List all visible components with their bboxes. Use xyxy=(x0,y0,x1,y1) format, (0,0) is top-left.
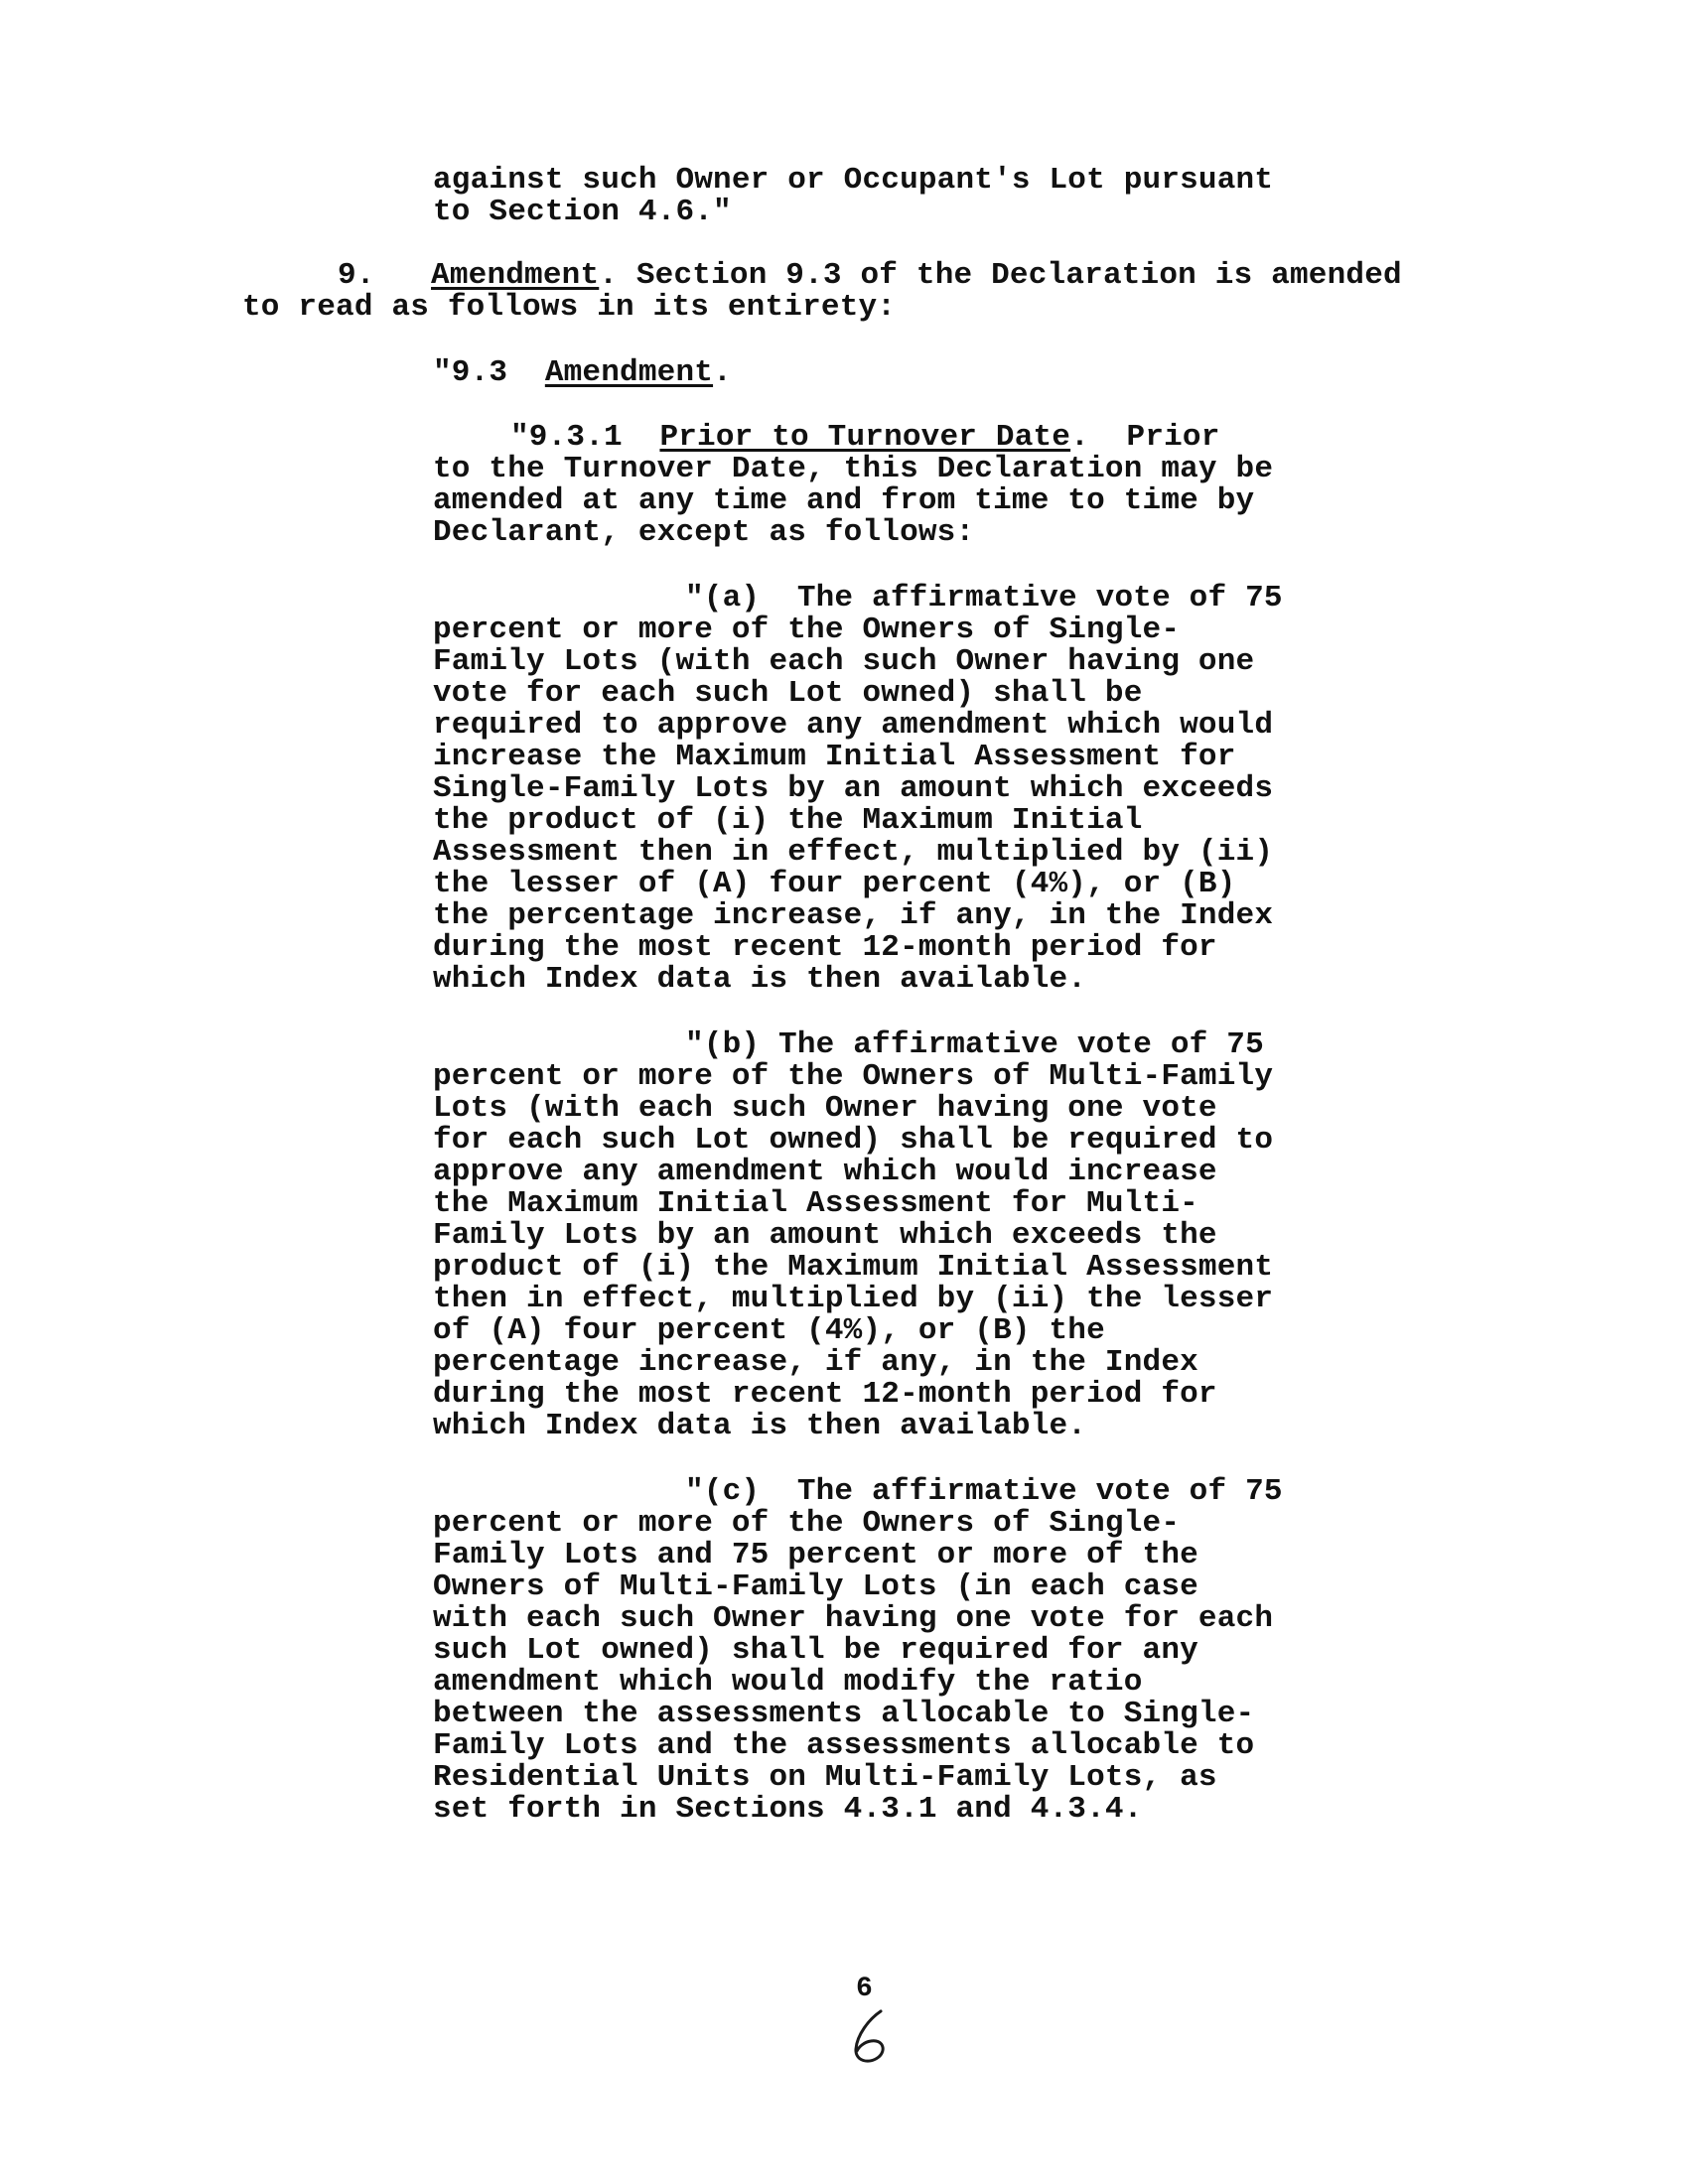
para-b-line: for each such Lot owned) shall be required to xyxy=(433,1123,1274,1158)
section-9-3-1-line: to the Turnover Date, this Declaration may be xyxy=(433,452,1274,486)
para-b-line: the Maximum Initial Assessment for Multi- xyxy=(433,1186,1198,1221)
para-a-line: required to approve any amendment which would xyxy=(433,708,1274,743)
para-c-line: Residential Units on Multi-Family Lots, as xyxy=(433,1760,1217,1795)
section-9-number: 9. xyxy=(338,258,375,293)
para-b-line: Family Lots by an amount which exceeds the xyxy=(433,1218,1217,1253)
para-b-line: of (A) four percent (4%), or (B) the xyxy=(433,1313,1105,1348)
section-9-3-1-line-1-rest: . Prior xyxy=(1070,420,1220,455)
section-9-3-suffix: . xyxy=(713,355,732,390)
section-9-line-1 xyxy=(338,260,1402,293)
section-9-line-1-rest: . Section 9.3 of the Declaration is amended xyxy=(599,258,1402,293)
section-9-3-1-heading: Prior to Turnover Date xyxy=(659,420,1071,455)
para-a-first-line: "(a) The affirmative vote of 75 xyxy=(685,581,1283,615)
para-b-line: during the most recent 12-month period for xyxy=(433,1377,1217,1412)
para-c-line: with each such Owner having one vote for each xyxy=(433,1601,1274,1636)
section-9-3-prefix: "9.3 xyxy=(433,355,545,390)
para-c-line: set forth in Sections 4.3.1 and 4.3.4. xyxy=(433,1792,1143,1827)
section-9-3-heading: Amendment xyxy=(544,355,714,390)
para-c-line: Owners of Multi-Family Lots (in each case xyxy=(433,1570,1198,1604)
para-a-line: the lesser of (A) four percent (4%), or (B) xyxy=(433,867,1236,901)
para-b-line: approve any amendment which would increase xyxy=(433,1155,1217,1189)
intro-line-1: against such Owner or Occupant's Lot pursuant xyxy=(433,163,1274,198)
section-9-line-2: to read as follows in its entirety: xyxy=(242,290,897,325)
para-a-line: increase the Maximum Initial Assessment for xyxy=(433,740,1236,774)
para-a-line: percent or more of the Owners of Single- xyxy=(433,613,1181,647)
para-c-line: amendment which would modify the ratio xyxy=(433,1665,1143,1700)
para-c-line: percent or more of the Owners of Single- xyxy=(433,1506,1181,1541)
para-a-line: Family Lots (with each such Owner having one xyxy=(433,644,1255,679)
para-b-line: percent or more of the Owners of Multi-Family xyxy=(433,1059,1274,1094)
para-c-line: Family Lots and 75 percent or more of the xyxy=(433,1538,1198,1572)
para-b-line: Lots (with each such Owner having one vote xyxy=(433,1091,1217,1126)
para-a-line: vote for each such Lot owned) shall be xyxy=(433,676,1143,711)
section-9-heading: Amendment xyxy=(431,258,600,293)
para-c-first-line: "(c) The affirmative vote of 75 xyxy=(685,1474,1283,1509)
para-b-line: which Index data is then available. xyxy=(433,1409,1087,1443)
para-b-line: percentage increase, if any, in the Index xyxy=(433,1345,1198,1380)
section-9-3-1-line-1 xyxy=(510,422,1220,455)
para-c-line: Family Lots and the assessments allocable to xyxy=(433,1728,1255,1763)
para-a-line: the percentage increase, if any, in the Index xyxy=(433,898,1274,933)
para-a-line: during the most recent 12-month period for xyxy=(433,930,1217,965)
para-a-line: Assessment then in effect, multiplied by (ii) xyxy=(433,835,1274,870)
para-a-line: which Index data is then available. xyxy=(433,962,1087,997)
handwritten-page-number xyxy=(847,2007,897,2067)
para-b-line: product of (i) the Maximum Initial Assessment xyxy=(433,1250,1274,1285)
section-9-3-1-line: amended at any time and from time to time by xyxy=(433,483,1255,518)
para-a-line: the product of (i) the Maximum Initial xyxy=(433,803,1143,838)
section-9-3-heading-line xyxy=(433,357,732,390)
section-9-3-1-line: Declarant, except as follows: xyxy=(433,515,975,550)
para-a-line: Single-Family Lots by an amount which exceeds xyxy=(433,771,1274,806)
para-c-line: such Lot owned) shall be required for any xyxy=(433,1633,1198,1668)
page-number: 6 xyxy=(856,1974,873,2004)
intro-line-2: to Section 4.6." xyxy=(433,195,732,229)
section-9-3-1-prefix: "9.3.1 xyxy=(510,420,660,455)
para-b-line: then in effect, multiplied by (ii) the lesser xyxy=(433,1282,1274,1316)
para-c-line: between the assessments allocable to Single- xyxy=(433,1697,1255,1731)
para-b-first-line: "(b) The affirmative vote of 75 xyxy=(685,1027,1264,1062)
